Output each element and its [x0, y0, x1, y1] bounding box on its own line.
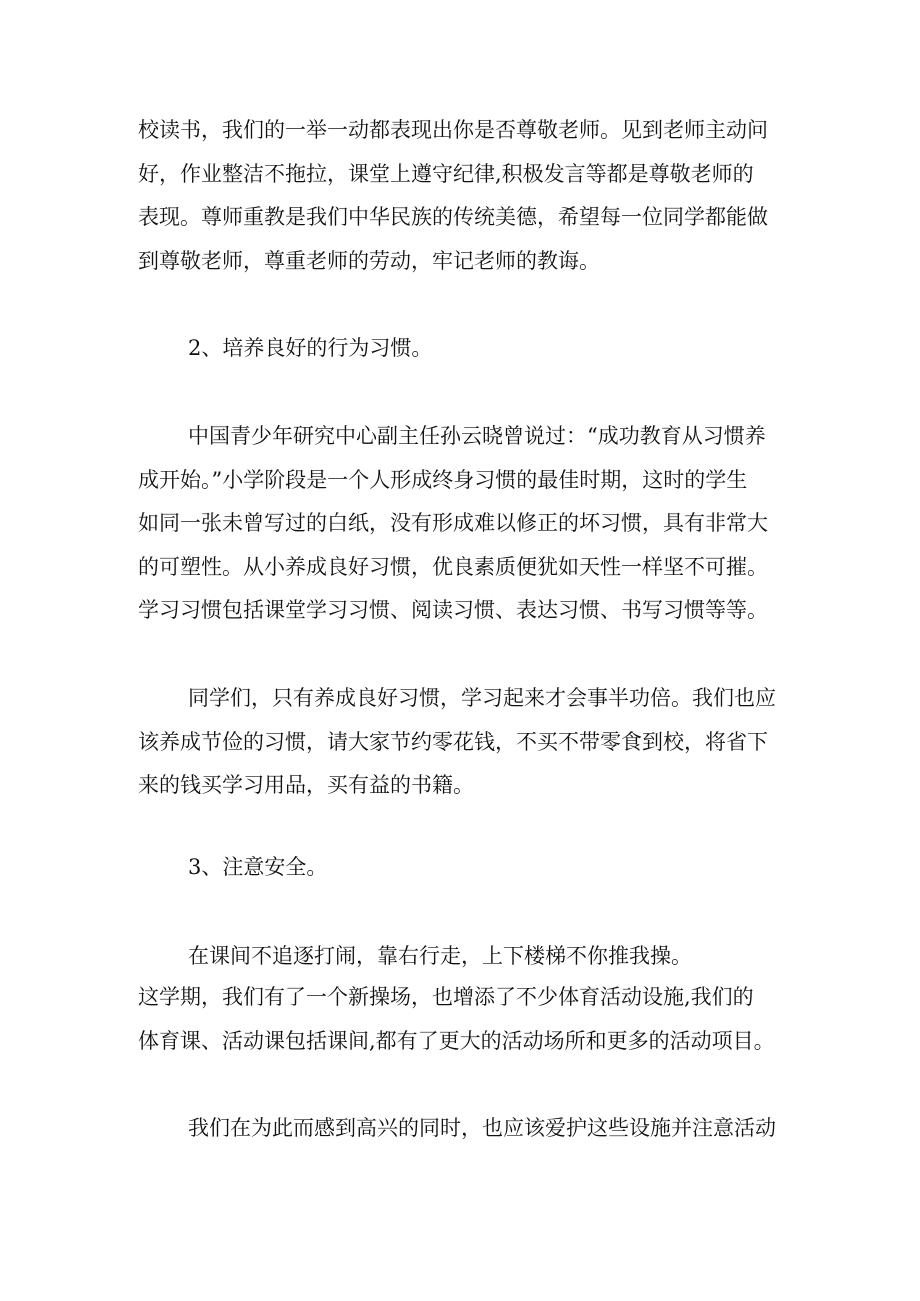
- text-line: 校读书，我们的一举一动都表现出你是否尊敬老师。见到老师主动问: [138, 118, 768, 142]
- text-line: 学习习惯包括课堂学习习惯、阅读习惯、表达习惯、书写习惯等等。: [138, 598, 768, 622]
- text-line: 中国青少年研究中心副主任孙云晓曾说过：“成功教育从习惯养: [188, 424, 766, 448]
- section-heading-2: [138, 327, 848, 371]
- text-line: 如同一张未曾写过的白纸，没有形成难以修正的坏习惯，具有非常大: [138, 511, 768, 535]
- text-line: 在课间不追逐打闹，靠右行走，上下楼梯不你推我操。: [188, 944, 692, 968]
- text-line: 体育课、活动课包括课间,都有了更大的活动场所和更多的活动项目。: [138, 1028, 775, 1053]
- paragraph-new-playground: [138, 976, 798, 1063]
- text-line: 来的钱买学习用品，买有益的书籍。: [138, 773, 474, 797]
- section-heading-3: [138, 846, 848, 890]
- paragraph-thrift: [138, 677, 798, 808]
- text-line: 好，作业整洁不拖拉，课堂上遵守纪律,积极发言等都是尊敬老师的: [138, 161, 754, 186]
- text-line: 到尊敬老师，尊重老师的劳动，牢记老师的教诲。: [138, 248, 600, 273]
- paragraph-habits: [138, 415, 798, 633]
- text-line: 的可塑性。从小养成良好习惯，优良素质便犹如天性一样坚不可摧。: [138, 554, 768, 579]
- text-line: 该养成节俭的习惯，请大家节约零花钱，不买不带零食到校，将省下: [138, 729, 768, 754]
- paragraph-corridor-safety: [138, 935, 848, 979]
- text-line: 这学期，我们有了一个新操场，也增添了不少体育活动设施,我们的: [138, 985, 754, 1009]
- text-line: 我们在为此而感到高兴的同时，也应该爱护这些设施并注意活动: [188, 1116, 776, 1140]
- text-line: 同学们，只有养成良好习惯，学习起来才会事半功倍。我们也应: [188, 686, 776, 710]
- text-line: 表现。尊师重教是我们中华民族的传统美德，希望每一位同学都能做: [138, 205, 768, 229]
- paragraph-respect-teachers: [138, 109, 798, 283]
- text-line: 成开始。”小学阶段是一个人形成终身习惯的最佳时期，这时的学生: [138, 467, 748, 492]
- heading-text: 2、培养良好的行为习惯。: [188, 336, 433, 360]
- heading-text: 3、注意安全。: [188, 855, 328, 879]
- paragraph-protect-facilities: [138, 1107, 848, 1151]
